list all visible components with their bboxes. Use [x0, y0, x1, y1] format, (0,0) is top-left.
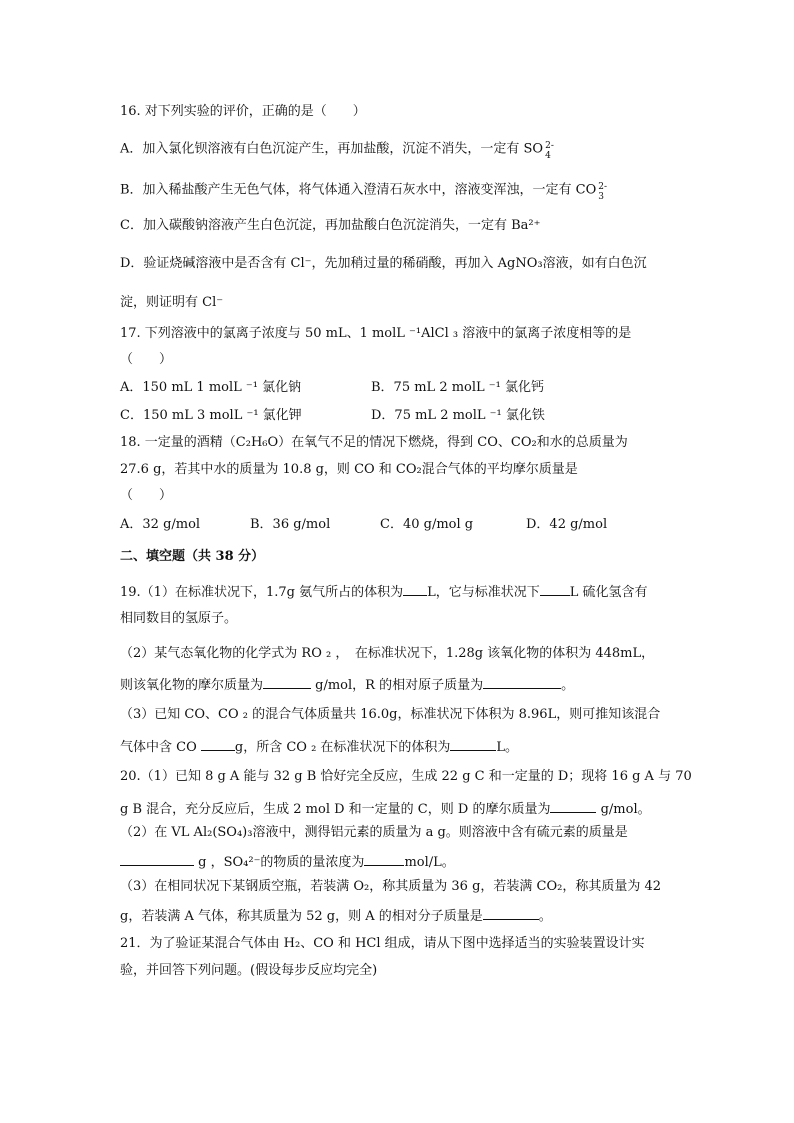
answer-blank: [364, 852, 404, 866]
answer-blank: [483, 675, 561, 689]
answer-blank: [540, 582, 570, 596]
q19-p3-text-c: L。: [496, 740, 519, 755]
q16-option-b: [120, 181, 680, 200]
q19-p1-text-b: L，它与标准状况下: [427, 585, 540, 600]
q19-p3-text-b: g，所含 CO ₂ 在标准状况下的体积为: [234, 740, 451, 755]
so4-charge: [543, 140, 555, 161]
so4-sub: 4: [545, 151, 551, 161]
q20-part1-line2: [120, 799, 680, 819]
q18-stem-line1: 18. 一定量的酒精（C₂H₆O）在氧气不足的情况下燃烧，得到 CO、CO₂和水的总质量为: [120, 435, 628, 450]
q16-option-d-line1: D．验证烧碱溶液中是否含有 Cl⁻，先加稍过量的稀硝酸，再加入 AgNO₃溶液，如有白色沉: [120, 256, 647, 271]
q19-part1-line1: [120, 582, 680, 602]
q16-option-b-text: B．加入稀盐酸产生无色气体，将气体通入澄清石灰水中，溶液变浑浊，一定有 CO: [120, 182, 597, 198]
answer-blank: [403, 582, 427, 596]
q18-option-d: D．42 g/mol: [526, 517, 608, 532]
q21-line1: 21．为了验证某混合气体由 H₂、CO 和 HCl 组成，请从下图中选择适当的实验装置设计实: [120, 936, 645, 951]
answer-blank: [450, 737, 496, 751]
q19-part3-line1: （3）已知 CO、CO ₂ 的混合气体质量共 16.0g，标准状况下体积为 8.96L，则可推知该混合: [120, 707, 661, 722]
q20-part1-line1: 20.（1）已知 8 g A 能与 32 g B 恰好完全反应，生成 22 g C 和一定量的 D；现将 16 g A 与 70: [120, 769, 692, 784]
answer-blank: [550, 799, 596, 813]
q19-part2-line1: （2）某气态氧化物的化学式为 RO ₂ ， 在标准状况下，1.28g 该氧化物的体积为 448mL，: [120, 646, 655, 661]
q17-stem: 17. 下列溶液中的氯离子浓度与 50 mL、1 molL ⁻¹AlCl ₃ 溶液中的氯离子浓度相等的是: [120, 326, 632, 341]
q17-option-a: A．150 mL 1 molL ⁻¹ 氯化钠: [120, 380, 302, 395]
q19-p1-text-c: L 硫化氢含有: [569, 585, 648, 600]
q20-part3-line1: （3）在相同状况下某钢质空瓶，若装满 O₂，称其质量为 36 g，若装满 CO₂，称其质量为 42: [120, 879, 662, 894]
q20-part3-line2: [120, 906, 680, 926]
q19-p2-text-c: 。: [561, 678, 575, 693]
q21-line2: 验，并回答下列问题。(假设每步反应均完全): [120, 963, 378, 978]
answer-blank: [120, 852, 194, 866]
q19-p2-text-a: 则该氧化物的摩尔质量为: [120, 678, 264, 693]
q16-stem: 16. 对下列实验的评价，正确的是（ ）: [120, 104, 366, 119]
q20-p2-text-a: g ，SO₄²⁻的物质的量浓度为: [194, 855, 365, 870]
q16-option-a: [120, 140, 680, 159]
q18-option-b: B．36 g/mol: [250, 517, 331, 532]
co3-sup: 2-: [598, 182, 608, 192]
q19-p3-text-a: 气体中含 CO: [120, 740, 201, 755]
q18-option-c: C．40 g/mol g: [380, 517, 474, 532]
q16-option-d-line2: 淀，则证明有 Cl⁻: [120, 295, 224, 310]
q19-part3-line2: [120, 737, 680, 757]
q17-option-b: B．75 mL 2 molL ⁻¹ 氯化钙: [371, 380, 545, 395]
q18-paren: （ ）: [120, 488, 173, 503]
q17-options-row1: [120, 379, 680, 397]
q19-p2-text-b: g/mol，R 的相对原子质量为: [311, 678, 484, 693]
q18-stem-line2: 27.6 g，若其中水的质量为 10.8 g，则 CO 和 CO₂混合气体的平均摩尔质量是: [120, 462, 578, 477]
q18-option-a: A．32 g/mol: [120, 517, 201, 532]
q17-paren: （ ）: [120, 352, 173, 367]
q19-part1-line2: 相同数目的氢原子。: [120, 611, 238, 626]
q18-options-row: [120, 516, 680, 534]
q17-option-d: D．75 mL 2 molL ⁻¹ 氯化铁: [371, 408, 545, 423]
q20-part2-line1: （2）在 VL Al₂(SO₄)₃溶液中，测得铝元素的质量为 a g。则溶液中含有硫元素的质量是: [120, 825, 628, 840]
answer-blank: [483, 906, 539, 920]
q16-option-c: C．加入碳酸钠溶液产生白色沉淀，再加盐酸白色沉淀消失，一定有 Ba²⁺: [120, 218, 541, 233]
q19-part2-line2: [120, 675, 680, 695]
so4-sup: 2-: [545, 141, 554, 151]
q20-p1-text-a: g B 混合，充分反应后，生成 2 mol D 和一定量的 C，则 D 的摩尔质量为: [120, 802, 551, 817]
q20-p3-text-a: g，若装满 A 气体，称其质量为 52 g，则 A 的相对分子质量是: [120, 909, 483, 924]
q20-p3-text-b: 。: [538, 909, 552, 924]
answer-blank: [201, 737, 235, 751]
q20-p1-text-b: g/mol。: [596, 802, 651, 817]
co3-sub: 3: [598, 192, 605, 202]
q16-option-a-text: A．加入氯化钡溶液有白色沉淀产生，再加盐酸，沉淀不消失，一定有 SO: [120, 141, 544, 157]
answer-blank: [263, 675, 311, 689]
q20-p2-text-b: mol/L。: [404, 855, 455, 870]
q19-p1-text-a: 19.（1）在标准状况下，1.7g 氨气所占的体积为: [120, 585, 404, 600]
q20-part2-line2: [120, 852, 680, 872]
co3-charge: [596, 181, 608, 202]
q17-option-c: C．150 mL 3 molL ⁻¹ 氯化钾: [120, 408, 302, 423]
section-title: 二、填空题（共 38 分）: [120, 549, 265, 564]
q17-options-row2: [120, 407, 680, 425]
